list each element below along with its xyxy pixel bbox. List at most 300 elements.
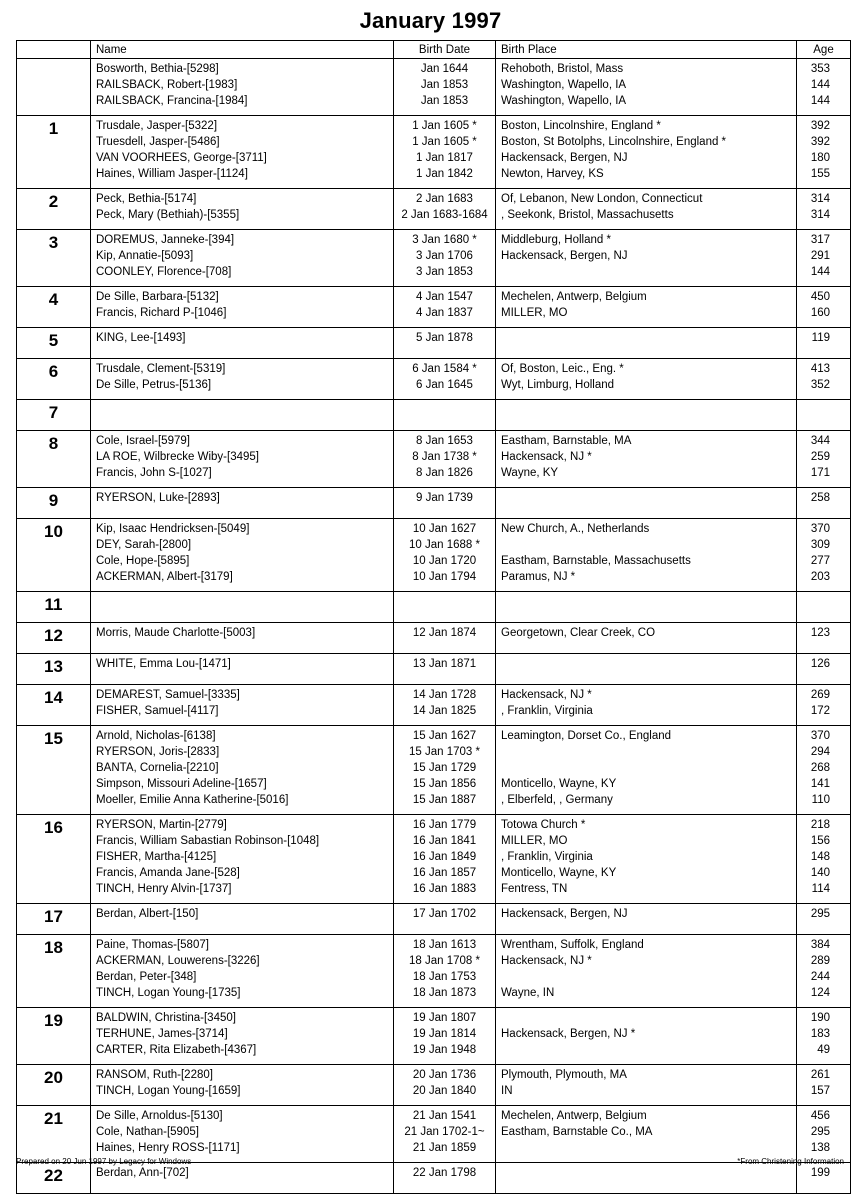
person-name: Cole, Hope-[5895] xyxy=(96,555,190,567)
bp-cell xyxy=(496,904,797,935)
bp-cell xyxy=(496,230,797,287)
birth-date: 1 Jan 1605 * xyxy=(412,120,477,132)
bd-cell xyxy=(394,1008,496,1065)
age-cell xyxy=(797,116,851,189)
age-value: 171 xyxy=(810,467,830,479)
birth-place: Hackensack, Bergen, NJ * xyxy=(501,1028,636,1040)
name-cell xyxy=(91,935,394,1008)
birth-date: 16 Jan 1849 xyxy=(412,851,477,863)
bd-cell xyxy=(394,654,496,685)
birth-date: Jan 1644 xyxy=(420,63,469,75)
bp-cell xyxy=(496,488,797,519)
birth-date: 13 Jan 1871 xyxy=(412,658,477,670)
birth-date: 20 Jan 1736 xyxy=(412,1069,477,1081)
age-value: 141 xyxy=(810,778,830,790)
birth-place: Totowa Church * xyxy=(501,819,586,831)
birth-place xyxy=(496,1140,796,1156)
day-row xyxy=(17,519,851,592)
birth-place: , Elberfeld, , Germany xyxy=(501,794,613,806)
age-value: 392 xyxy=(810,120,830,132)
birth-place: Monticello, Wayne, KY xyxy=(501,867,617,879)
birth-place: Of, Lebanon, New London, Connecticut xyxy=(501,193,703,205)
page-title: January 1997 xyxy=(359,8,502,33)
age-value: 144 xyxy=(810,266,830,278)
age-value: 156 xyxy=(810,835,830,847)
birth-place xyxy=(496,744,796,760)
birthday-calendar-table xyxy=(16,40,851,1194)
day-row xyxy=(17,935,851,1008)
person-name: Berdan, Albert-[150] xyxy=(96,908,199,920)
birth-date: 1 Jan 1605 * xyxy=(412,136,477,148)
day-row xyxy=(17,488,851,519)
birth-place: Hackensack, NJ * xyxy=(501,955,592,967)
age-cell xyxy=(797,1008,851,1065)
header-name: Name xyxy=(91,41,394,59)
person-name xyxy=(91,402,393,418)
person-name: Peck, Bethia-[5174] xyxy=(96,193,197,205)
age-value: 370 xyxy=(810,523,830,535)
bp-cell xyxy=(496,1008,797,1065)
birth-place xyxy=(496,760,796,776)
age-value: 199 xyxy=(810,1167,830,1179)
day-row xyxy=(17,287,851,328)
name-cell xyxy=(91,815,394,904)
birth-date: 10 Jan 1688 * xyxy=(409,539,480,551)
day-number: 12 xyxy=(17,623,91,654)
age-value: 277 xyxy=(810,555,830,567)
bd-cell xyxy=(394,431,496,488)
age-value: 138 xyxy=(810,1142,830,1154)
birth-date: 12 Jan 1874 xyxy=(412,627,477,639)
person-name: RYERSON, Joris-[2833] xyxy=(96,746,220,758)
person-name: DOREMUS, Janneke-[394] xyxy=(96,234,235,246)
day-row xyxy=(17,623,851,654)
birth-date: 3 Jan 1680 * xyxy=(412,234,477,246)
day-row xyxy=(17,359,851,400)
person-name: RYERSON, Luke-[2893] xyxy=(96,492,220,504)
bd-cell xyxy=(394,59,496,116)
birth-date: 4 Jan 1547 xyxy=(416,291,473,303)
bp-cell xyxy=(496,815,797,904)
age-cell xyxy=(797,59,851,116)
age-value: 123 xyxy=(810,627,830,639)
bd-cell xyxy=(394,287,496,328)
day-row xyxy=(17,904,851,935)
name-cell xyxy=(91,116,394,189)
birth-date: 15 Jan 1729 xyxy=(412,762,477,774)
bp-cell xyxy=(496,1106,797,1163)
name-cell xyxy=(91,59,394,116)
person-name: Peck, Mary (Bethiah)-[5355] xyxy=(96,209,240,221)
age-value: 49 xyxy=(817,1044,830,1056)
person-name: DEY, Sarah-[2800] xyxy=(96,539,192,551)
age-value: 144 xyxy=(810,79,830,91)
birth-place: Boston, Lincolnshire, England * xyxy=(501,120,661,132)
person-name: De Sille, Petrus-[5136] xyxy=(96,379,212,391)
age-value: 203 xyxy=(810,571,830,583)
age-value: 126 xyxy=(810,658,830,670)
bd-cell xyxy=(394,359,496,400)
person-name: De Sille, Barbara-[5132] xyxy=(96,291,219,303)
name-cell xyxy=(91,904,394,935)
birth-place: Hackensack, Bergen, NJ xyxy=(501,250,628,262)
day-number: 8 xyxy=(17,431,91,488)
person-name: COONLEY, Florence-[708] xyxy=(96,266,232,278)
day-row xyxy=(17,685,851,726)
person-name: RANSOM, Ruth-[2280] xyxy=(96,1069,213,1081)
day-number: 16 xyxy=(17,815,91,904)
day-number: 9 xyxy=(17,488,91,519)
birth-place: Fentress, TN xyxy=(501,883,568,895)
age-value: 183 xyxy=(810,1028,830,1040)
birth-date xyxy=(394,402,495,418)
day-number: 4 xyxy=(17,287,91,328)
age-value: 258 xyxy=(810,492,830,504)
person-name: Truesdell, Jasper-[5486] xyxy=(96,136,220,148)
person-name: FISHER, Samuel-[4117] xyxy=(96,705,219,717)
person-name: Arnold, Nicholas-[6138] xyxy=(96,730,216,742)
day-row xyxy=(17,654,851,685)
birth-place: Middleburg, Holland * xyxy=(501,234,611,246)
age-value: 269 xyxy=(810,689,830,701)
bp-cell xyxy=(496,726,797,815)
birth-date: 8 Jan 1653 xyxy=(416,435,473,447)
birth-place xyxy=(496,656,796,672)
person-name: FISHER, Martha-[4125] xyxy=(96,851,217,863)
birth-place xyxy=(496,264,796,280)
birth-place xyxy=(496,1165,796,1181)
name-cell xyxy=(91,592,394,623)
birth-place: New Church, A., Netherlands xyxy=(501,523,650,535)
person-name: Francis, William Sabastian Robinson-[1048] xyxy=(96,835,320,847)
bd-cell xyxy=(394,400,496,431)
age-value: 268 xyxy=(810,762,830,774)
name-cell xyxy=(91,328,394,359)
person-name: VAN VOORHEES, George-[3711] xyxy=(96,152,267,164)
table-body xyxy=(17,59,851,1194)
birth-date: 3 Jan 1706 xyxy=(416,250,473,262)
age-value: 295 xyxy=(810,908,830,920)
birth-place: Wayne, IN xyxy=(501,987,555,999)
bd-cell xyxy=(394,1065,496,1106)
age-value: 157 xyxy=(810,1085,830,1097)
birth-date: 5 Jan 1878 xyxy=(416,332,473,344)
birth-place: Hackensack, NJ * xyxy=(501,689,592,701)
day-row xyxy=(17,328,851,359)
age-value: 456 xyxy=(810,1110,830,1122)
birth-place: , Franklin, Virginia xyxy=(501,705,593,717)
birth-date: 14 Jan 1728 xyxy=(412,689,477,701)
name-cell xyxy=(91,623,394,654)
bp-cell xyxy=(496,400,797,431)
birth-date: 10 Jan 1794 xyxy=(412,571,477,583)
age-value: 155 xyxy=(810,168,830,180)
name-cell xyxy=(91,685,394,726)
birth-place xyxy=(496,330,796,346)
day-row xyxy=(17,400,851,431)
bd-cell xyxy=(394,519,496,592)
birth-place: Georgetown, Clear Creek, CO xyxy=(501,627,656,639)
age-value: 352 xyxy=(810,379,830,391)
birth-place: Eastham, Barnstable, MA xyxy=(501,435,632,447)
day-number: 2 xyxy=(17,189,91,230)
header-day xyxy=(17,41,91,59)
bp-cell xyxy=(496,654,797,685)
person-name: BANTA, Cornelia-[2210] xyxy=(96,762,219,774)
name-cell xyxy=(91,1008,394,1065)
day-row xyxy=(17,59,851,116)
birth-date: 16 Jan 1779 xyxy=(412,819,477,831)
person-name: Cole, Israel-[5979] xyxy=(96,435,190,447)
footer-christening-note: *From Christening Information xyxy=(737,1157,844,1166)
day-number: 7 xyxy=(17,400,91,431)
birth-place: MILLER, MO xyxy=(501,307,568,319)
age-value: 244 xyxy=(810,971,830,983)
birth-date: 16 Jan 1883 xyxy=(412,883,477,895)
age-value: 314 xyxy=(810,193,830,205)
birth-date: 15 Jan 1703 * xyxy=(409,746,480,758)
birth-place: Newton, Harvey, KS xyxy=(501,168,604,180)
age-cell xyxy=(797,519,851,592)
header-birth-place: Birth Place xyxy=(496,41,797,59)
bd-cell xyxy=(394,815,496,904)
name-cell xyxy=(91,726,394,815)
birth-place xyxy=(496,969,796,985)
header-birth-date: Birth Date xyxy=(394,41,496,59)
day-number: 20 xyxy=(17,1065,91,1106)
birth-place: Mechelen, Antwerp, Belgium xyxy=(501,291,647,303)
birth-date: 6 Jan 1584 * xyxy=(412,363,477,375)
birth-date: 18 Jan 1873 xyxy=(412,987,477,999)
age-cell xyxy=(797,287,851,328)
age-value: 259 xyxy=(810,451,830,463)
birth-date: 1 Jan 1842 xyxy=(416,168,473,180)
header-row xyxy=(17,41,851,59)
age-value: 110 xyxy=(811,794,830,806)
birth-place xyxy=(496,537,796,553)
day-number: 10 xyxy=(17,519,91,592)
age-value: 144 xyxy=(810,95,830,107)
bd-cell xyxy=(394,685,496,726)
day-row xyxy=(17,116,851,189)
name-cell xyxy=(91,287,394,328)
bd-cell xyxy=(394,189,496,230)
name-cell xyxy=(91,230,394,287)
age-value: 413 xyxy=(810,363,830,375)
bp-cell xyxy=(496,685,797,726)
birth-place xyxy=(496,1010,796,1026)
age-cell xyxy=(797,359,851,400)
age-cell xyxy=(797,431,851,488)
day-number: 1 xyxy=(17,116,91,189)
bp-cell xyxy=(496,623,797,654)
day-number: 11 xyxy=(17,592,91,623)
day-number: 22 xyxy=(17,1163,91,1194)
birth-place: Plymouth, Plymouth, MA xyxy=(501,1069,627,1081)
birth-place: Paramus, NJ * xyxy=(501,571,576,583)
name-cell xyxy=(91,1163,394,1194)
birth-date: 6 Jan 1645 xyxy=(416,379,473,391)
day-row xyxy=(17,1008,851,1065)
bp-cell xyxy=(496,287,797,328)
age-value: 124 xyxy=(810,987,830,999)
age-value: 384 xyxy=(810,939,830,951)
age-value: 119 xyxy=(811,332,830,344)
person-name: KING, Lee-[1493] xyxy=(96,332,186,344)
birth-date: 10 Jan 1627 xyxy=(412,523,477,535)
person-name: Francis, Amanda Jane-[528] xyxy=(96,867,240,879)
birth-date: 2 Jan 1683-1684 xyxy=(401,209,488,221)
person-name: Berdan, Ann-[702] xyxy=(96,1167,189,1179)
birth-date: 1 Jan 1817 xyxy=(416,152,473,164)
name-cell xyxy=(91,189,394,230)
age-cell xyxy=(797,1106,851,1163)
day-row xyxy=(17,726,851,815)
age-value: 314 xyxy=(810,209,830,221)
person-name: TERHUNE, James-[3714] xyxy=(96,1028,228,1040)
age-value: 309 xyxy=(810,539,830,551)
person-name: Paine, Thomas-[5807] xyxy=(96,939,209,951)
age-value xyxy=(797,594,850,610)
day-row xyxy=(17,1106,851,1163)
person-name xyxy=(91,594,393,610)
age-cell xyxy=(797,623,851,654)
day-row xyxy=(17,1163,851,1194)
age-cell xyxy=(797,815,851,904)
person-name: Trusdale, Clement-[5319] xyxy=(96,363,226,375)
person-name: RAILSBACK, Francina-[1984] xyxy=(96,95,248,107)
birth-place: Of, Boston, Leic., Eng. * xyxy=(501,363,624,375)
birth-place: Washington, Wapello, IA xyxy=(501,95,627,107)
age-cell xyxy=(797,488,851,519)
birth-date: 4 Jan 1837 xyxy=(416,307,473,319)
birth-date: 9 Jan 1739 xyxy=(416,492,473,504)
birth-date: 19 Jan 1814 xyxy=(412,1028,477,1040)
person-name: CARTER, Rita Elizabeth-[4367] xyxy=(96,1044,257,1056)
person-name: Berdan, Peter-[348] xyxy=(96,971,197,983)
birth-date: 16 Jan 1841 xyxy=(412,835,477,847)
day-row xyxy=(17,189,851,230)
bd-cell xyxy=(394,935,496,1008)
person-name: Haines, William Jasper-[1124] xyxy=(96,168,248,180)
bd-cell xyxy=(394,623,496,654)
age-value: 218 xyxy=(810,819,830,831)
bd-cell xyxy=(394,488,496,519)
bp-cell xyxy=(496,1065,797,1106)
birth-place: Rehoboth, Bristol, Mass xyxy=(501,63,624,75)
bp-cell xyxy=(496,328,797,359)
bd-cell xyxy=(394,1106,496,1163)
name-cell xyxy=(91,359,394,400)
age-cell xyxy=(797,685,851,726)
birth-place: , Franklin, Virginia xyxy=(501,851,593,863)
person-name: Kip, Annatie-[5093] xyxy=(96,250,194,262)
birth-date: 21 Jan 1859 xyxy=(412,1142,477,1154)
birth-date: 10 Jan 1720 xyxy=(412,555,477,567)
birth-place: Wyt, Limburg, Holland xyxy=(501,379,615,391)
age-cell xyxy=(797,230,851,287)
age-value: 344 xyxy=(810,435,830,447)
person-name: TINCH, Logan Young-[1659] xyxy=(96,1085,241,1097)
age-cell xyxy=(797,328,851,359)
footer-prepared-note: Prepared on 20 Jun 1997 by Legacy for Windows xyxy=(16,1157,192,1166)
age-cell xyxy=(797,189,851,230)
day-number: 15 xyxy=(17,726,91,815)
age-cell xyxy=(797,592,851,623)
age-cell xyxy=(797,935,851,1008)
birth-place: Leamington, Dorset Co., England xyxy=(501,730,672,742)
birth-date: 22 Jan 1798 xyxy=(412,1167,477,1179)
person-name: WHITE, Emma Lou-[1471] xyxy=(96,658,231,670)
age-value: 291 xyxy=(810,250,830,262)
birth-place: Wrentham, Suffolk, England xyxy=(501,939,644,951)
birth-date: 21 Jan 1702-1~ xyxy=(404,1126,485,1138)
birth-place: Hackensack, Bergen, NJ xyxy=(501,908,628,920)
birth-date: 2 Jan 1683 xyxy=(416,193,473,205)
age-value: 114 xyxy=(811,883,830,895)
birth-date: 8 Jan 1826 xyxy=(416,467,473,479)
person-name: DEMAREST, Samuel-[3335] xyxy=(96,689,240,701)
age-cell xyxy=(797,1163,851,1194)
name-cell xyxy=(91,431,394,488)
person-name: RYERSON, Martin-[2779] xyxy=(96,819,227,831)
bp-cell xyxy=(496,359,797,400)
day-number: 18 xyxy=(17,935,91,1008)
birth-date: Jan 1853 xyxy=(420,95,469,107)
day-row xyxy=(17,815,851,904)
bp-cell xyxy=(496,935,797,1008)
bd-cell xyxy=(394,592,496,623)
age-cell xyxy=(797,726,851,815)
person-name: BALDWIN, Christina-[3450] xyxy=(96,1012,236,1024)
age-value: 160 xyxy=(810,307,830,319)
birth-place: Washington, Wapello, IA xyxy=(501,79,627,91)
birth-date: 3 Jan 1853 xyxy=(416,266,473,278)
day-row xyxy=(17,230,851,287)
birth-place: Eastham, Barnstable, Massachusetts xyxy=(501,555,691,567)
birth-date: 15 Jan 1627 xyxy=(412,730,477,742)
person-name: TINCH, Logan Young-[1735] xyxy=(96,987,241,999)
birth-place: MILLER, MO xyxy=(501,835,568,847)
bp-cell xyxy=(496,59,797,116)
birth-date: 18 Jan 1708 * xyxy=(409,955,480,967)
birth-place: Hackensack, NJ * xyxy=(501,451,592,463)
birth-date: 19 Jan 1807 xyxy=(412,1012,477,1024)
birth-date: 16 Jan 1857 xyxy=(412,867,477,879)
birth-place: Mechelen, Antwerp, Belgium xyxy=(501,1110,647,1122)
name-cell xyxy=(91,1065,394,1106)
person-name: Kip, Isaac Hendricksen-[5049] xyxy=(96,523,250,535)
day-number: 5 xyxy=(17,328,91,359)
age-value: 294 xyxy=(810,746,830,758)
age-cell xyxy=(797,654,851,685)
birth-date: 21 Jan 1541 xyxy=(412,1110,477,1122)
birth-place: Boston, St Botolphs, Lincolnshire, England * xyxy=(501,136,727,148)
age-value: 295 xyxy=(810,1126,830,1138)
bd-cell xyxy=(394,116,496,189)
day-number: 14 xyxy=(17,685,91,726)
person-name: Simpson, Missouri Adeline-[1657] xyxy=(96,778,267,790)
birth-date: 17 Jan 1702 xyxy=(412,908,477,920)
birth-place: Monticello, Wayne, KY xyxy=(501,778,617,790)
age-value: 370 xyxy=(810,730,830,742)
day-number: 19 xyxy=(17,1008,91,1065)
person-name: Morris, Maude Charlotte-[5003] xyxy=(96,627,256,639)
age-cell xyxy=(797,904,851,935)
person-name: Bosworth, Bethia-[5298] xyxy=(96,63,219,75)
age-value: 392 xyxy=(810,136,830,148)
birth-date: 20 Jan 1840 xyxy=(412,1085,477,1097)
